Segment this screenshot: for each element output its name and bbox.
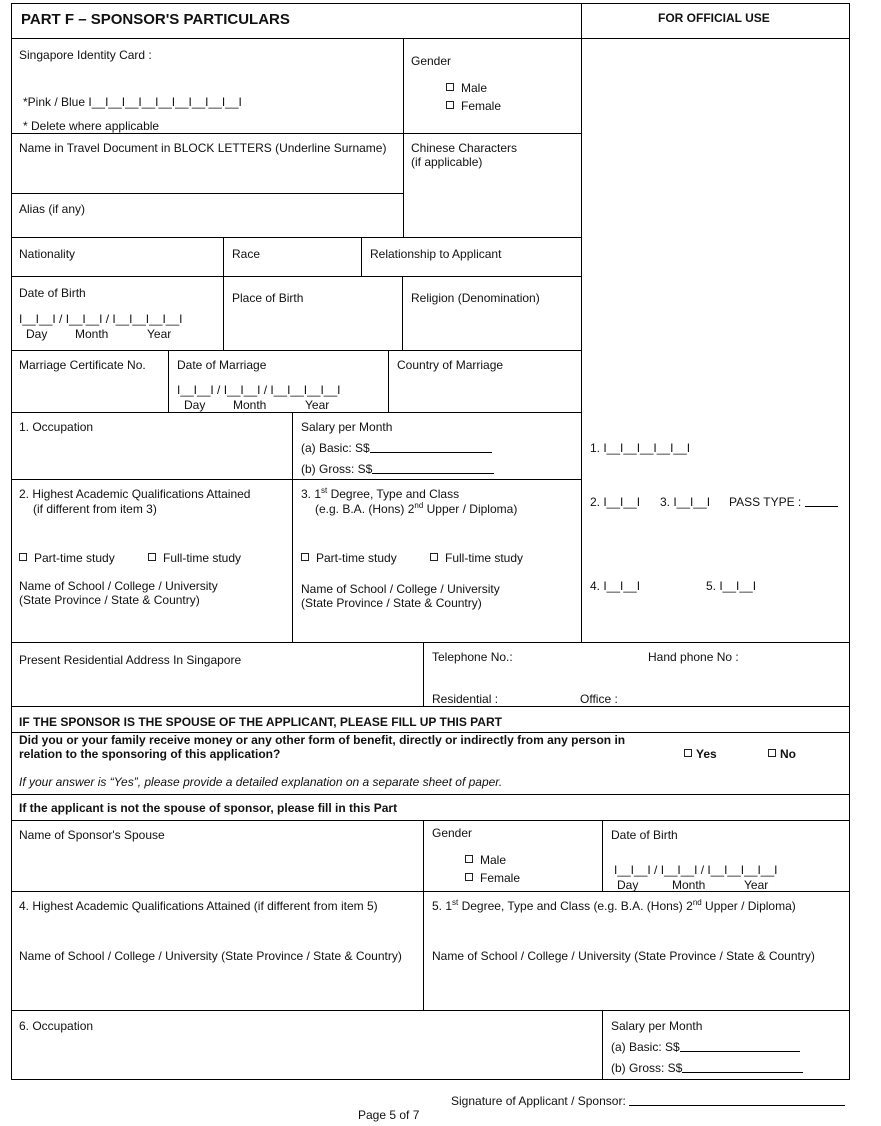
dob-boxes[interactable]: I__I__I / I__I__I / I__I__I__I__I — [19, 312, 183, 326]
gender-male-option[interactable]: Male — [446, 81, 487, 95]
dob-day: Day — [26, 327, 48, 341]
name-label: Name in Travel Document in BLOCK LETTERS (Underline Surname) — [19, 141, 387, 155]
ic-number-field[interactable] — [23, 95, 242, 109]
official-code-4: 4. I__I__I — [590, 579, 641, 593]
relationship-label: Relationship to Applicant — [370, 247, 502, 261]
official-code-5: 5. I__I__I — [706, 579, 757, 593]
gender-female-option[interactable]: Female — [446, 99, 501, 113]
dob-label: Date of Birth — [19, 286, 86, 300]
salary-basic-field[interactable]: (a) Basic: S$ — [301, 441, 492, 455]
address-label: Present Residential Address In Singapore — [19, 653, 242, 667]
degree-example: (e.g. B.A. (Hons) 2nd Upper / Diploma) — [315, 501, 518, 516]
marriage-date-label: Date of Marriage — [177, 358, 267, 372]
spouse-dob-day: Day — [617, 878, 639, 892]
checkbox-icon — [446, 83, 454, 91]
marriage-country-label: Country of Marriage — [397, 358, 504, 372]
spouse-gender-female-option[interactable]: Female — [465, 871, 520, 885]
official-use-heading: FOR OFFICIAL USE — [658, 11, 770, 25]
telephone-label: Telephone No.: — [432, 650, 513, 664]
answer-yes-option[interactable]: Yes — [684, 747, 717, 761]
school-label-left: Name of School / College / University — [19, 579, 218, 593]
spouse-dob-boxes[interactable]: I__I__I / I__I__I / I__I__I__I__I — [614, 863, 778, 877]
checkbox-icon — [430, 553, 438, 561]
dob-month: Month — [75, 327, 109, 341]
school-note-right: (State Province / State & Country) — [301, 596, 482, 610]
spouse-school-label-right: Name of School / College / University (State Province / State & Country) — [432, 949, 815, 963]
official-code-3: 3. I__I__I — [660, 495, 711, 509]
qualification-label: 2. Highest Academic Qualifications Attained — [19, 487, 251, 501]
chinese-label: Chinese Characters — [411, 141, 518, 155]
full-time-option-left[interactable]: Full-time study — [148, 551, 241, 565]
full-time-option-right[interactable]: Full-time study — [430, 551, 523, 565]
pob-label: Place of Birth — [232, 291, 304, 305]
benefit-question-line-1: Did you or your family receive money or any other form of benefit, directly or indirectly from any person in — [19, 733, 626, 747]
salary-gross-field[interactable]: (b) Gross: S$ — [301, 462, 494, 476]
explanation-note: If your answer is “Yes”, please provide a detailed explanation on a separate sheet of paper. — [19, 775, 503, 789]
qualification-note: (if different from item 3) — [33, 502, 157, 516]
spouse-gender-male-option[interactable]: Male — [465, 853, 506, 867]
part-time-option-right[interactable]: Part-time study — [301, 551, 397, 565]
religion-label: Religion (Denomination) — [411, 291, 540, 305]
checkbox-icon — [465, 855, 473, 863]
part-time-option-left[interactable]: Part-time study — [19, 551, 115, 565]
checkbox-icon — [446, 101, 454, 109]
alias-label: Alias (if any) — [19, 202, 86, 216]
spouse-gender-label: Gender — [432, 826, 473, 840]
spouse-dob-month: Month — [672, 878, 706, 892]
benefit-question-line-2: relation to the sponsoring of this application? — [19, 747, 281, 761]
spouse-school-label-left: Name of School / College / University (State Province / State & Country) — [19, 949, 402, 963]
ic-label: Singapore Identity Card : — [19, 48, 152, 62]
chinese-label-note: (if applicable) — [411, 155, 483, 169]
spouse-section-heading: IF THE SPONSOR IS THE SPOUSE OF THE APPLICANT, PLEASE FILL UP THIS PART — [19, 715, 502, 729]
signature-field[interactable]: Signature of Applicant / Sponsor: — [451, 1094, 845, 1108]
checkbox-icon — [301, 553, 309, 561]
answer-no-option[interactable]: No — [768, 747, 796, 761]
page-number: Page 5 of 7 — [358, 1108, 420, 1122]
checkbox-icon — [768, 749, 776, 757]
marriage-month: Month — [233, 398, 267, 412]
spouse-occupation-label: 6. Occupation — [19, 1019, 94, 1033]
official-code-2: 2. I__I__I — [590, 495, 641, 509]
spouse-qualification-label: 4. Highest Academic Qualifications Attained (if different from item 5) — [19, 899, 378, 913]
salary-label: Salary per Month — [301, 420, 393, 434]
marriage-date-boxes[interactable]: I__I__I / I__I__I / I__I__I__I__I — [177, 383, 341, 397]
official-code-1: 1. I__I__I__I__I__I — [590, 441, 691, 455]
gender-label: Gender — [411, 54, 452, 68]
handphone-label: Hand phone No : — [648, 650, 739, 664]
page-title: PART F – SPONSOR'S PARTICULARS — [21, 11, 290, 28]
ic-color-prefix: *Pink / Blue — [23, 95, 86, 109]
spouse-dob-label: Date of Birth — [611, 828, 678, 842]
spouse-dob-year: Year — [744, 878, 769, 892]
school-note-left: (State Province / State & Country) — [19, 593, 200, 607]
marriage-day: Day — [184, 398, 206, 412]
spouse-degree-label: 5. 1st Degree, Type and Class (e.g. B.A. (Hons) 2nd Upper / Diploma) — [432, 898, 796, 913]
spouse-name-label: Name of Sponsor's Spouse — [19, 828, 165, 842]
non-spouse-section-heading: If the applicant is not the spouse of sponsor, please fill in this Part — [19, 801, 398, 815]
checkbox-icon — [19, 553, 27, 561]
dob-year: Year — [147, 327, 172, 341]
delete-note: * Delete where applicable — [23, 119, 160, 133]
degree-label: 3. 1st Degree, Type and Class — [301, 486, 460, 501]
occupation-label: 1. Occupation — [19, 420, 94, 434]
pass-type-field: PASS TYPE : — [729, 495, 838, 509]
checkbox-icon — [148, 553, 156, 561]
marriage-year: Year — [305, 398, 330, 412]
office-phone-label: Office : — [580, 692, 618, 706]
marriage-cert-label: Marriage Certificate No. — [19, 358, 146, 372]
race-label: Race — [232, 247, 261, 261]
ic-boxes: I__I__I__I__I__I__I__I__I__I — [88, 95, 242, 109]
school-label-right: Name of School / College / University — [301, 582, 500, 596]
checkbox-icon — [684, 749, 692, 757]
residential-phone-label: Residential : — [432, 692, 499, 706]
spouse-salary-basic-field[interactable]: (a) Basic: S$ — [611, 1040, 800, 1054]
spouse-salary-gross-field[interactable]: (b) Gross: S$ — [611, 1061, 803, 1075]
nationality-label: Nationality — [19, 247, 76, 261]
spouse-salary-label: Salary per Month — [611, 1019, 703, 1033]
checkbox-icon — [465, 873, 473, 881]
